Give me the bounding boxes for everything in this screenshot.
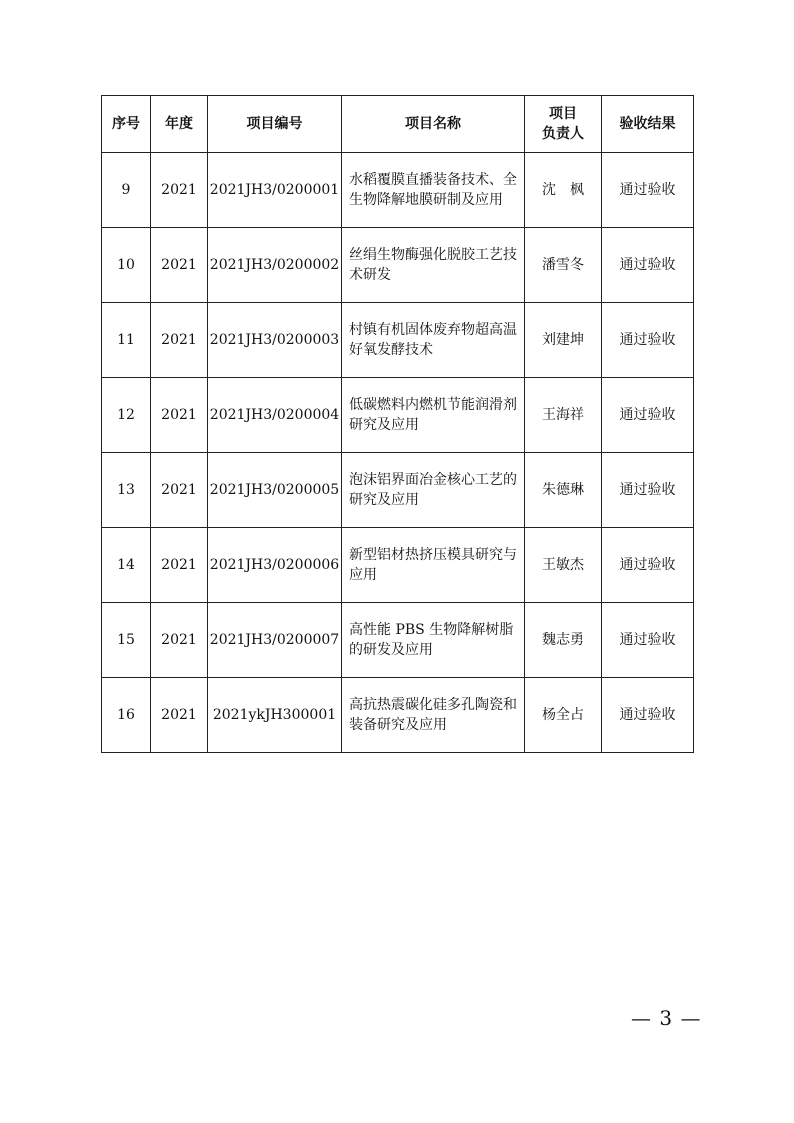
header-year: 年度 bbox=[151, 96, 208, 153]
table-row bbox=[102, 603, 694, 678]
cell-result: 通过验收 bbox=[602, 678, 694, 753]
cell-code: 2021JH3/0200004 bbox=[208, 378, 342, 453]
cell-year: 2021 bbox=[151, 228, 208, 303]
table-row bbox=[102, 378, 694, 453]
table-row bbox=[102, 528, 694, 603]
cell-code: 2021JH3/0200003 bbox=[208, 303, 342, 378]
table-row bbox=[102, 678, 694, 753]
cell-code: 2021JH3/0200005 bbox=[208, 453, 342, 528]
cell-name: 村镇有机固体废弃物超高温好氧发酵技术 bbox=[342, 303, 525, 378]
cell-leader: 沈 枫 bbox=[525, 153, 602, 228]
cell-leader: 王敏杰 bbox=[525, 528, 602, 603]
cell-year: 2021 bbox=[151, 453, 208, 528]
table-row bbox=[102, 453, 694, 528]
cell-seq: 11 bbox=[102, 303, 151, 378]
header-code: 项目编号 bbox=[208, 96, 342, 153]
project-acceptance-table bbox=[101, 95, 694, 753]
cell-result: 通过验收 bbox=[602, 153, 694, 228]
cell-seq: 15 bbox=[102, 603, 151, 678]
header-leader-line2: 负责人 bbox=[542, 126, 584, 142]
cell-name: 高抗热震碳化硅多孔陶瓷和装备研究及应用 bbox=[342, 678, 525, 753]
cell-leader: 刘建坤 bbox=[525, 303, 602, 378]
cell-name: 丝绢生物酶强化脱胶工艺技术研发 bbox=[342, 228, 525, 303]
header-name: 项目名称 bbox=[342, 96, 525, 153]
page-number: — 3 — bbox=[631, 1006, 702, 1030]
cell-code: 2021JH3/0200002 bbox=[208, 228, 342, 303]
cell-leader: 魏志勇 bbox=[525, 603, 602, 678]
cell-leader: 潘雪冬 bbox=[525, 228, 602, 303]
cell-leader: 王海祥 bbox=[525, 378, 602, 453]
cell-seq: 10 bbox=[102, 228, 151, 303]
cell-name: 泡沫铝界面冶金核心工艺的研究及应用 bbox=[342, 453, 525, 528]
cell-result: 通过验收 bbox=[602, 228, 694, 303]
cell-name: 新型铝材热挤压模具研究与应用 bbox=[342, 528, 525, 603]
table-row bbox=[102, 228, 694, 303]
cell-name: 高性能 PBS 生物降解树脂的研发及应用 bbox=[342, 603, 525, 678]
cell-seq: 12 bbox=[102, 378, 151, 453]
cell-year: 2021 bbox=[151, 603, 208, 678]
cell-result: 通过验收 bbox=[602, 453, 694, 528]
cell-name: 低碳燃料内燃机节能润滑剂研究及应用 bbox=[342, 378, 525, 453]
cell-year: 2021 bbox=[151, 153, 208, 228]
header-leader bbox=[525, 96, 602, 153]
cell-seq: 13 bbox=[102, 453, 151, 528]
cell-year: 2021 bbox=[151, 678, 208, 753]
cell-result: 通过验收 bbox=[602, 378, 694, 453]
table-row bbox=[102, 303, 694, 378]
cell-result: 通过验收 bbox=[602, 528, 694, 603]
cell-seq: 14 bbox=[102, 528, 151, 603]
cell-code: 2021ykJH300001 bbox=[208, 678, 342, 753]
cell-result: 通过验收 bbox=[602, 303, 694, 378]
cell-code: 2021JH3/0200006 bbox=[208, 528, 342, 603]
cell-leader: 杨全占 bbox=[525, 678, 602, 753]
cell-seq: 9 bbox=[102, 153, 151, 228]
cell-year: 2021 bbox=[151, 303, 208, 378]
header-seq: 序号 bbox=[102, 96, 151, 153]
cell-code: 2021JH3/0200007 bbox=[208, 603, 342, 678]
cell-leader: 朱德琳 bbox=[525, 453, 602, 528]
header-result: 验收结果 bbox=[602, 96, 694, 153]
cell-code: 2021JH3/0200001 bbox=[208, 153, 342, 228]
header-leader-line1: 项目 bbox=[549, 106, 577, 122]
cell-seq: 16 bbox=[102, 678, 151, 753]
cell-year: 2021 bbox=[151, 378, 208, 453]
cell-result: 通过验收 bbox=[602, 603, 694, 678]
cell-year: 2021 bbox=[151, 528, 208, 603]
cell-name: 水稻覆膜直播装备技术、全生物降解地膜研制及应用 bbox=[342, 153, 525, 228]
table-row bbox=[102, 153, 694, 228]
table-header-row bbox=[102, 96, 694, 153]
